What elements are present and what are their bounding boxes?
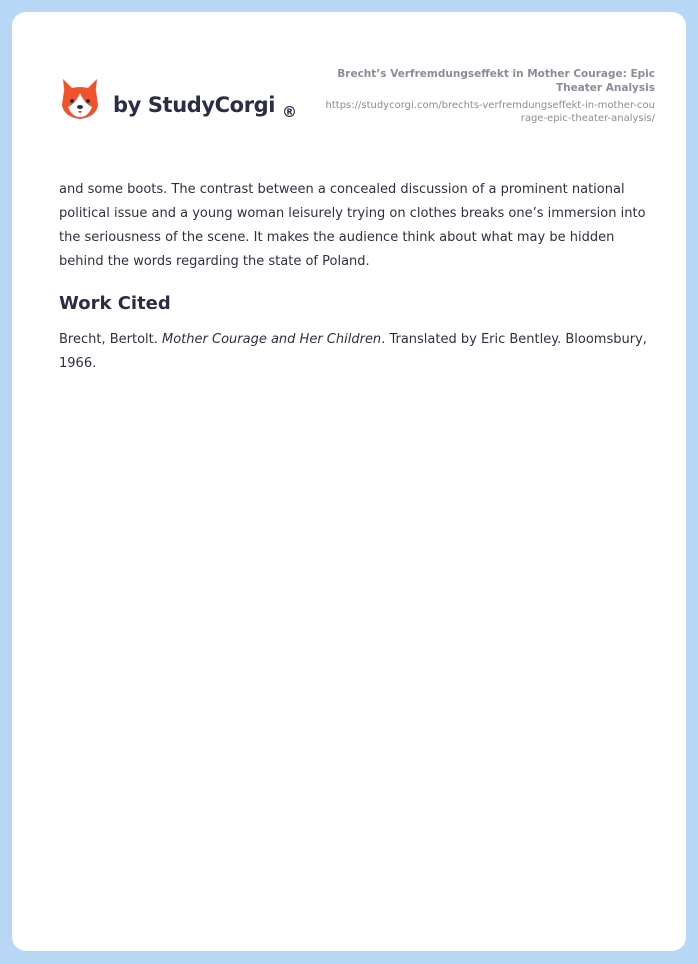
document-page — [12, 12, 686, 951]
citation-entry — [59, 328, 659, 376]
works-cited-heading: Work Cited — [59, 293, 171, 314]
registered-mark: ® — [282, 103, 297, 121]
brand-name: by StudyCorgi — [113, 93, 276, 117]
document-title: Brecht’s Verfremdungseffekt in Mother Courage: Epic Theater Analysis — [337, 68, 655, 94]
document-content — [59, 178, 659, 376]
citation-details: . Translated by Eric Bentley. Bloomsbury, 1966. — [59, 332, 647, 371]
studycorgi-logo[interactable] — [60, 77, 297, 121]
corgi-logo-icon — [60, 77, 100, 121]
citation-title: Mother Courage and Her Children — [162, 332, 382, 347]
citation-author: Brecht, Bertolt. — [59, 332, 163, 347]
document-header-info — [325, 67, 655, 125]
document-url[interactable]: https://studycorgi.com/brechts-verfremdungseffekt-in-mother-courage-epic-theater-analysis/ — [325, 100, 655, 124]
body-paragraph: and some boots. The contrast between a concealed discussion of a prominent national political issue and a young woman leisurely trying on clothes breaks one’s immersion into the seriousness of the scene. It makes the audience think about what may be hidden behind the words regarding the state of Poland. — [59, 182, 646, 269]
